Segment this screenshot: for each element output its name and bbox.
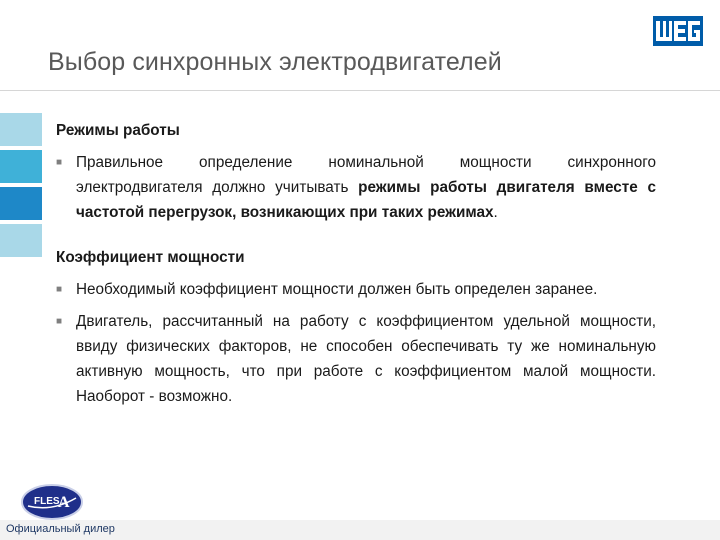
svg-text:A: A [58,494,70,511]
bullet-text-plain: Правильное определение номинальной мощности синхронного электродвигателя должно учитывать [76,154,656,196]
accent-bar-4 [0,224,42,257]
bullet-text: Необходимый коэффициент мощности должен быть определен заранее. [76,281,598,298]
footer-caption: Официальный дилер [6,523,115,535]
weg-logo [653,16,703,46]
slide-title: Выбор синхронных электродвигателей [48,48,502,76]
dealer-logo [20,482,84,522]
bullet-item [56,150,656,225]
bullet-item [56,277,656,302]
slide-content [56,118,656,409]
accent-bar-3 [0,187,42,220]
bullet-text-tail: . [493,204,498,221]
square-bullet-icon: ■ [56,316,63,327]
accent-bar-2 [0,150,42,183]
square-bullet-icon: ■ [56,284,63,295]
section-heading-modes: Режимы работы [56,122,180,139]
bullet-item [56,309,656,409]
accent-bar-1 [0,113,42,146]
svg-text:FLES: FLES [34,496,60,507]
bullet-text-bold: режимы работы двигателя вместе с частотой перегрузок, возникающих при таких режимах [76,179,656,221]
square-bullet-icon: ■ [56,157,63,168]
section-heading-power-factor: Коэффициент мощности [56,249,245,266]
header-rule [0,90,720,91]
bullet-text [76,150,656,225]
bullet-text: Двигатель, рассчитанный на работу с коэффициентом удельной мощности, ввиду физических факторов, не способен обеспечивать ту же номинальную активную мощность, что при работе с коэффициентом малой мощности. Наоборот - возможно. [76,313,656,405]
